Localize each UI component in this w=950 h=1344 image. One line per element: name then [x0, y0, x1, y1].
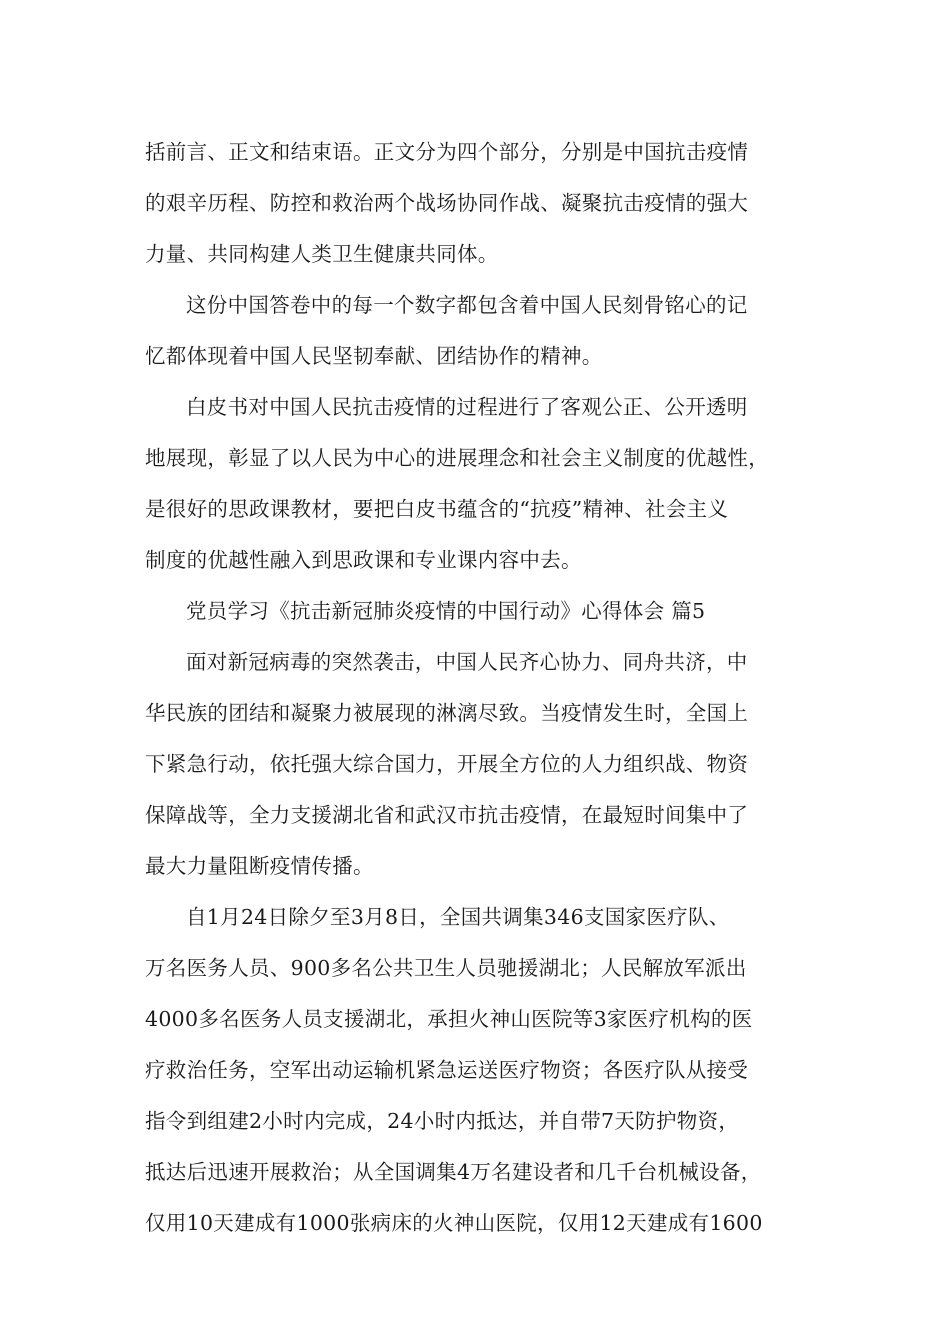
text-line: 4000多名医务人员支援湖北，承担火神山医院等3家医疗机构的医	[145, 1007, 753, 1031]
text-line: 指令到组建2小时内完成，24小时内抵达，并自带7天防护物资，	[145, 1109, 740, 1133]
text-line: 制度的优越性融入到思政课和专业课内容中去。	[145, 548, 582, 572]
paragraph-4	[145, 637, 813, 892]
text-line: 最大力量阻断疫情传播。	[145, 854, 374, 878]
paragraph-2	[145, 280, 813, 382]
text-line: 万名医务人员、900多名公共卫生人员驰援湖北；人民解放军派出	[145, 956, 747, 980]
text-line: 疗救治任务，空军出动运输机紧急运送医疗物资；各医疗队从接受	[145, 1058, 749, 1082]
paragraph-3	[145, 382, 813, 586]
text-line: 力量、共同构建人类卫生健康共同体。	[145, 242, 499, 266]
text-line: 这份中国答卷中的每一个数字都包含着中国人民刻骨铭心的记	[186, 293, 748, 317]
text-line: 括前言、正文和结束语。正文分为四个部分，分别是中国抗击疫情	[145, 140, 749, 164]
text-line: 华民族的团结和凝聚力被展现的淋漓尽致。当疫情发生时，全国上	[145, 701, 749, 725]
section-heading	[145, 586, 813, 637]
text-line: 是很好的思政课教材，要把白皮书蕴含的“抗疫”精神、社会主义	[145, 497, 729, 521]
text-line: 忆都体现着中国人民坚韧奉献、团结协作的精神。	[145, 344, 603, 368]
text-line: 保障战等，全力支援湖北省和武汉市抗击疫情，在最短时间集中了	[145, 803, 749, 827]
text-line: 下紧急行动，依托强大综合国力，开展全方位的人力组织战、物资	[145, 752, 749, 776]
text-line: 自1月24日除夕至3月8日，全国共调集346支国家医疗队、	[186, 905, 730, 929]
paragraph-5	[145, 892, 813, 1249]
paragraph-1	[145, 127, 813, 280]
text-line: 白皮书对中国人民抗击疫情的过程进行了客观公正、公开透明	[186, 395, 748, 419]
text-line: 面对新冠病毒的突然袭击，中国人民齐心协力、同舟共济，中	[186, 650, 748, 674]
text-line: 的艰辛历程、防控和救治两个战场协同作战、凝聚抗击疫情的强大	[145, 191, 749, 215]
text-line: 地展现，彰显了以人民为中心的进展理念和社会主义制度的优越性，	[145, 446, 769, 470]
heading-text: 党员学习《抗击新冠肺炎疫情的中国行动》心得体会 篇5	[186, 599, 706, 623]
document-body	[145, 127, 813, 1249]
text-line: 仅用10天建成有1000张病床的火神山医院，仅用12天建成有1600	[145, 1211, 763, 1235]
text-line: 抵达后迅速开展救治；从全国调集4万名建设者和几千台机械设备，	[145, 1160, 762, 1184]
